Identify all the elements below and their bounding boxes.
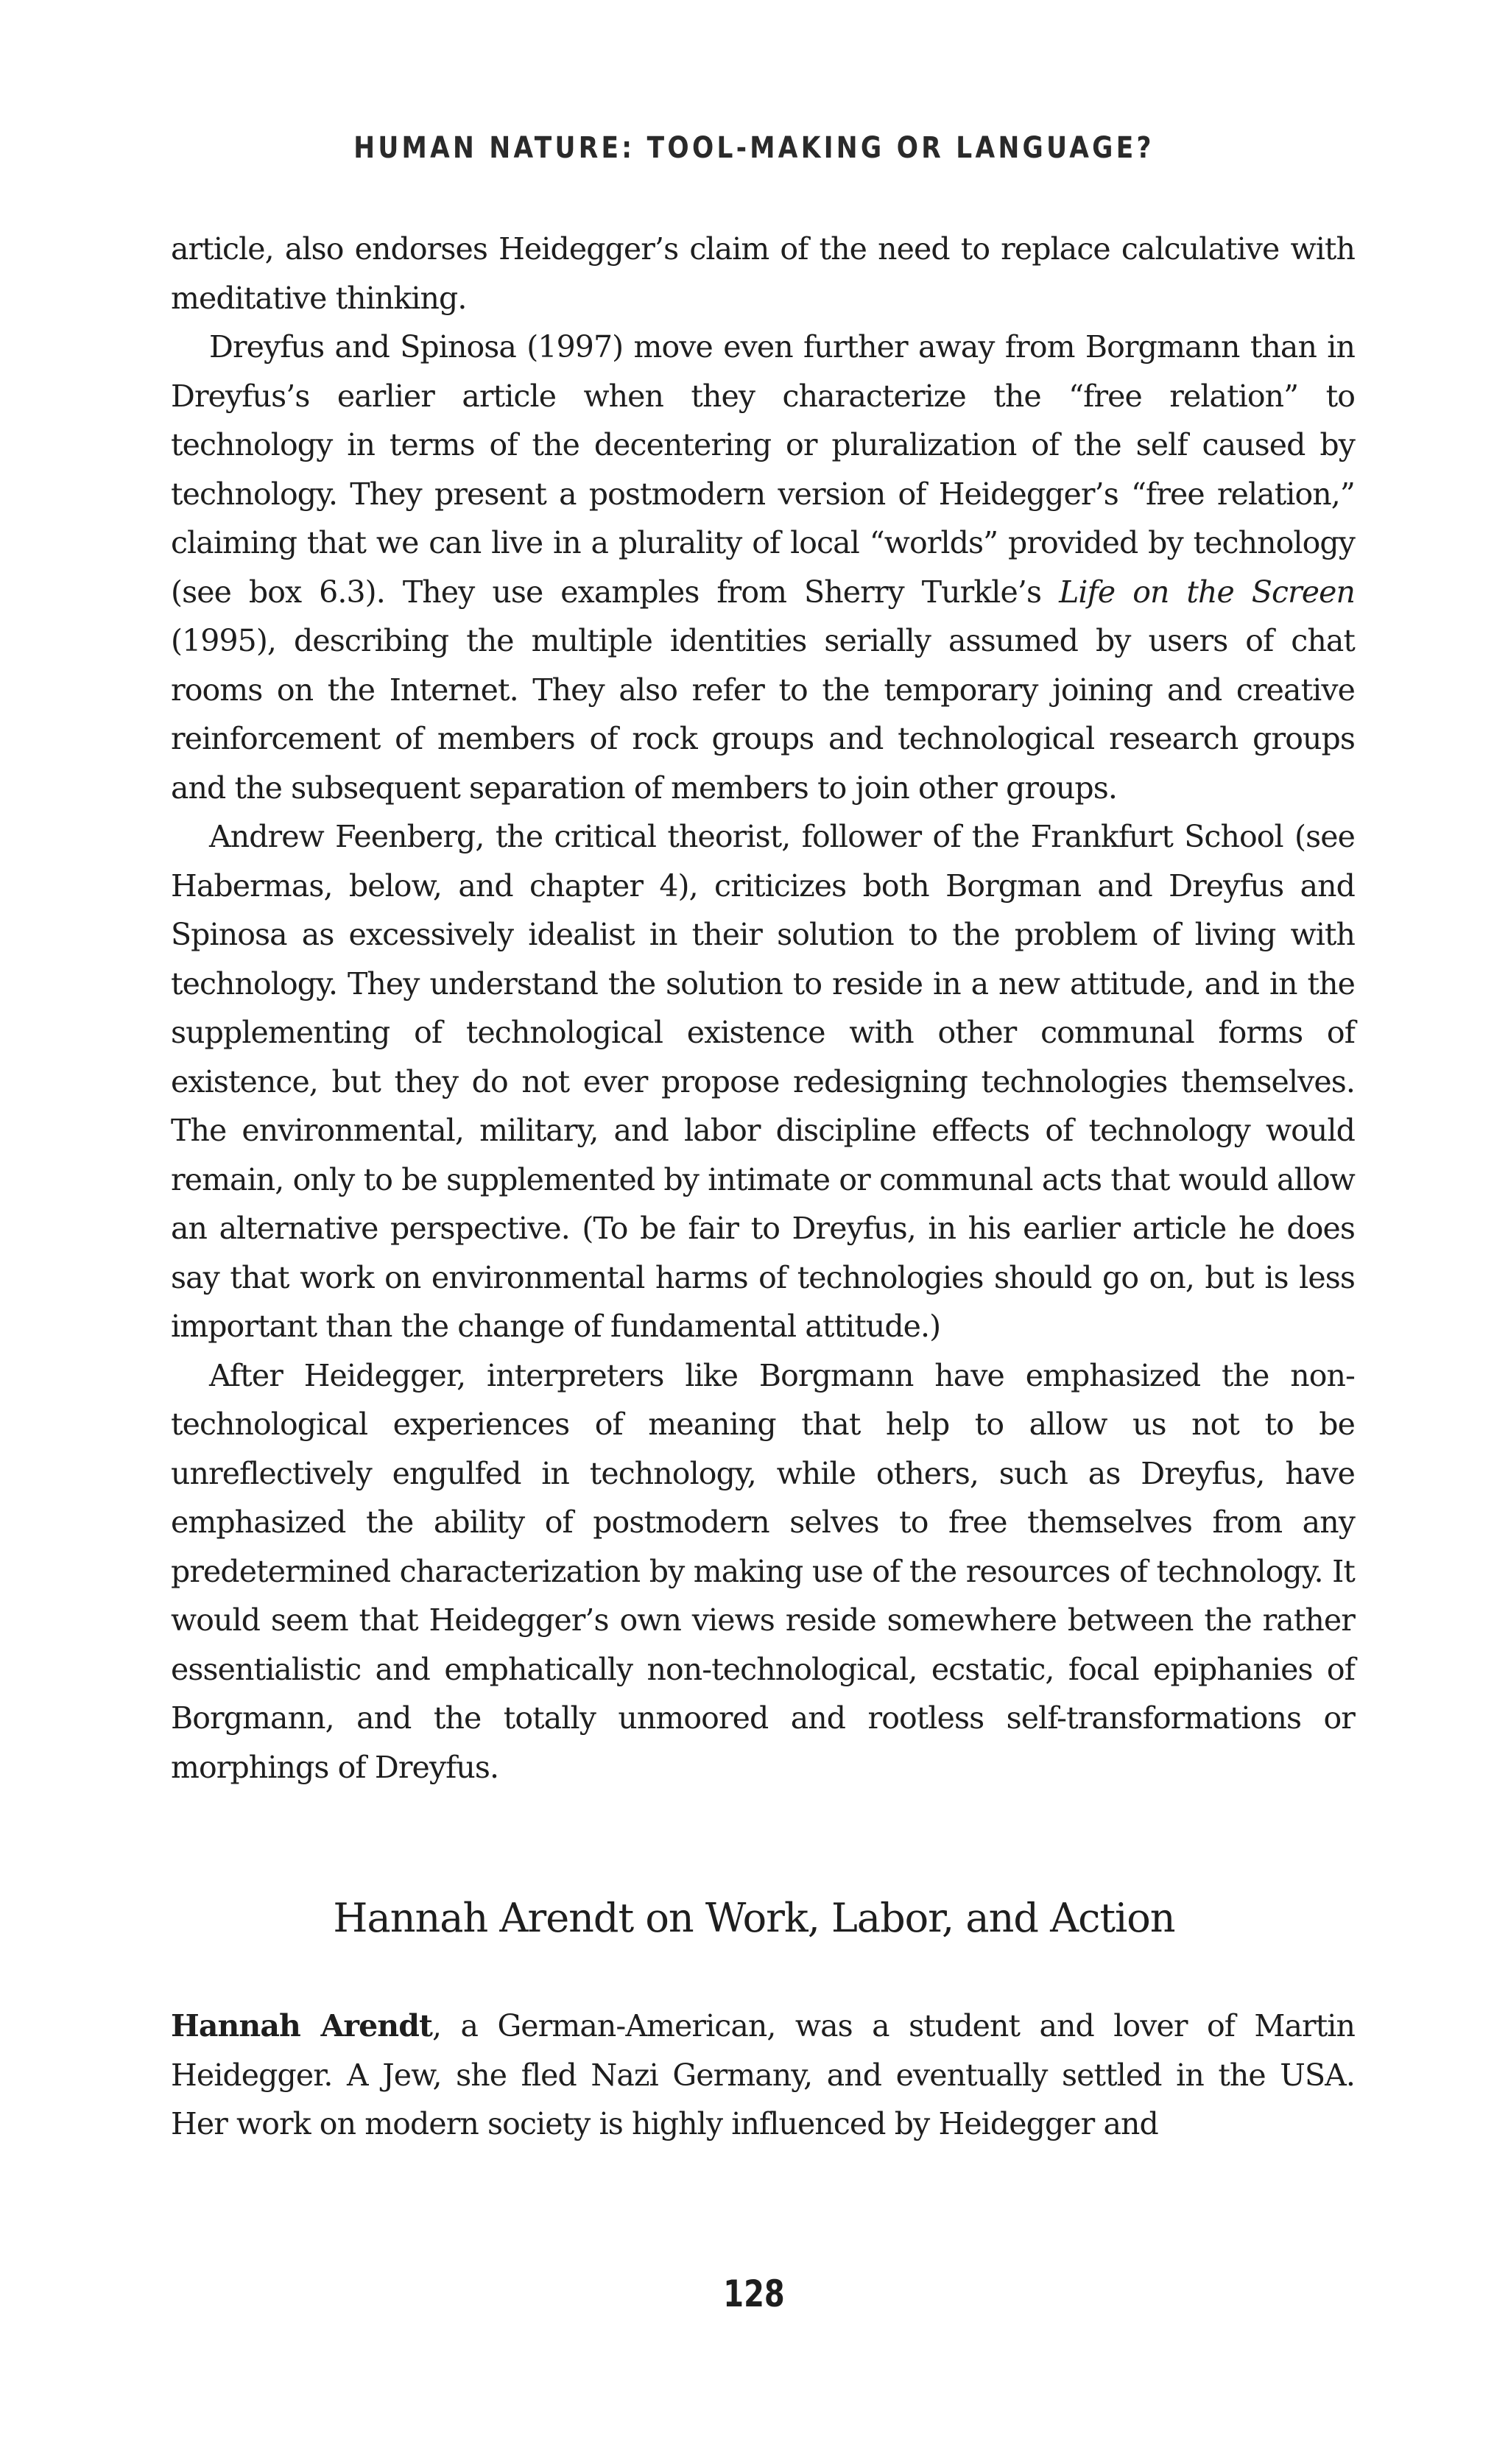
running-head: HUMAN NATURE: TOOL-MAKING OR LANGUAGE?: [353, 131, 1155, 165]
section-heading: Hannah Arendt on Work, Labor, and Action: [333, 1895, 1175, 1941]
paragraph-arendt: [171, 2002, 1355, 2149]
paragraph-feenberg: Andrew Feenberg, the critical theorist, follower of the Frankfurt School (see Habermas, below, and chapter 4), criticizes both Borgman and Dreyfus and Spinosa as excessively idealist in their solution to the problem of living with technology. They understand the solution to reside in a new attitude, and in the supplementing of technological existence with other communal forms of existence, but they do not ever propose redesigning technologies themselves. The environmental, military, and labor discipline effects of technology would remain, only to be supplemented by intimate or communal acts that would allow an alternative perspective. (To be fair to Dreyfus, in his earlier article he does say that work on environmental harms of technologies should go on, but is less important than the change of fundamental attitude.): [171, 819, 1355, 1344]
lead-name-bold: Hannah Arendt: [171, 2008, 433, 2044]
paragraph-after-heidegger: After Heidegger, interpreters like Borgmann have emphasized the non-technological experiences of meaning that help to allow us not to be unreflectively engulfed in technology, while others, such as Dreyfus, have emphasized the ability of postmodern selves to free themselves from any predetermined characterization by making use of the resources of technology. It would seem that Heidegger’s own views reside somewhere between the rather essentialistic and emphatically non-technological, ecstatic, focal epiphanies of Borgmann, and the totally unmoored and rootless self-transformations or morphings of Dreyfus.: [171, 1357, 1355, 1785]
paragraph-dreyfus-spinosa: [171, 323, 1355, 812]
book-title-italic: Life on the Screen: [1059, 574, 1355, 610]
paragraph-text: Dreyfus and Spinosa (1997) move even further away from Borgmann than in Dreyfus’s earlier article when they characterize the “free relation” to technology in terms of the decentering or pluralization of the self caused by technology. They present a postmodern version of Heidegger’s “free relation,” claiming that we can live in a plurality of local “worlds” provided by technology (see box 6.3). They use examples from Sherry Turkle’s: [171, 329, 1355, 610]
paragraph-text: (1995), describing the multiple identities serially assumed by users of chat rooms on the Internet. They also refer to the temporary joining and creative reinforcement of members of rock groups and technological research groups and the subsequent separation of members to join other groups.: [171, 623, 1355, 806]
paragraph-continued: article, also endorses Heidegger’s claim of the need to replace calculative with meditative thinking.: [171, 231, 1355, 316]
page-number: 128: [723, 2273, 785, 2315]
paragraph-text: , a German-American, was a student and lover of Martin Heidegger. A Jew, she fled Nazi Germany, and eventually settled in the USA. Her work on modern society is highly influenced by Heidegger and: [171, 2008, 1355, 2141]
body-text: [171, 225, 1355, 1792]
section-body: [171, 2002, 1355, 2149]
